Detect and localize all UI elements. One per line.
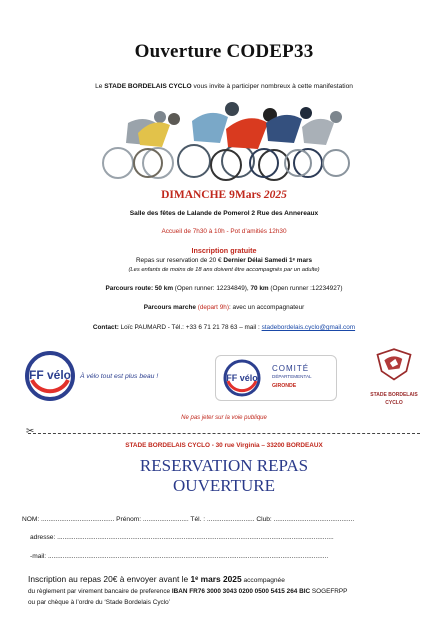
reglement-bic: SOGEFRPP bbox=[310, 588, 348, 595]
scissors-icon: ✂ bbox=[26, 426, 35, 437]
comite-line1: COMITÉ bbox=[272, 364, 310, 373]
sbc-emblem-icon bbox=[372, 345, 416, 385]
inscription-repas bbox=[28, 574, 285, 584]
contact bbox=[0, 324, 448, 331]
comite-line3: GIRONDE bbox=[272, 383, 297, 389]
parcours-marche bbox=[0, 304, 448, 311]
invite-prefix: Le bbox=[95, 83, 105, 90]
page-title: Ouverture CODEP33 bbox=[134, 41, 314, 62]
enfants-note: (Les enfants de moins de 18 ans doivent être accompagnés par un adulte) bbox=[128, 267, 320, 273]
parcours-route-runner2: (Open runner :12234927) bbox=[268, 285, 343, 292]
reglement-iban: IBAN FR76 3000 3043 0200 0500 5415 264 BIC bbox=[171, 588, 311, 595]
inscription-repas-suffix: accompagnée bbox=[241, 577, 285, 584]
ff-velo-logo-text: FF vélo bbox=[28, 368, 72, 382]
parcours-route-70km: 70 km bbox=[250, 285, 269, 292]
inscription-gratuite: Inscription gratuite bbox=[191, 246, 257, 255]
ff-velo-slogan: À vélo tout est plus beau ! bbox=[80, 373, 159, 380]
contact-email-link[interactable]: stadebordelais.cyclo@gmail.com bbox=[261, 324, 356, 331]
reservation-title-line2: OUVERTURE bbox=[173, 476, 275, 495]
sbc-line2: CYCLO bbox=[385, 400, 403, 406]
sbc-line1: STADE BORDELAIS bbox=[370, 392, 418, 398]
parcours-route-label: Parcours route: bbox=[105, 285, 155, 292]
form-mail-line[interactable]: -mail: ......................................................................................................................................................... bbox=[30, 553, 329, 560]
contact-label: Contact: bbox=[92, 324, 121, 331]
invite-suffix: vous invite à participer nombreux à cette manifestation bbox=[191, 83, 353, 90]
parcours-route-runner1: (Open runner: 12234849), bbox=[173, 285, 251, 292]
form-nom-line[interactable]: NOM: ........................................ Prénom: ......................... Tél. : .......................... Club: ............................................ bbox=[22, 516, 355, 523]
inscription-repas-text: Inscription au repas 20€ à envoyer avant le bbox=[28, 574, 191, 584]
parcours-route-50km: 50 km bbox=[154, 285, 173, 292]
reglement-text: du règlement par virement bancaire de preference bbox=[28, 588, 172, 595]
event-date bbox=[0, 189, 448, 201]
parcours-marche-depart: (depart 9h) bbox=[197, 304, 229, 311]
cyclists-illustration bbox=[98, 93, 350, 181]
cut-line bbox=[28, 433, 420, 435]
event-date-day: DIMANCHE 9Mars bbox=[161, 189, 264, 201]
ff-velo-small-logo-text: FF vélo bbox=[226, 373, 258, 383]
contact-text: Loïc PAUMARD - Tél.: +33 6 71 21 78 63 – mail : bbox=[120, 324, 262, 331]
stade-bordelais-cyclo-logo bbox=[362, 345, 426, 413]
ff-velo-logo bbox=[24, 350, 76, 402]
parcours-marche-label: Parcours marche bbox=[143, 304, 198, 311]
repas-info bbox=[0, 257, 448, 264]
comite-line2: DÉPARTEMENTAL bbox=[272, 374, 312, 379]
event-date-year: 2025 bbox=[263, 189, 287, 201]
club-address: STADE BORDELAIS CYCLO - 30 rue Virginia – 33200 BORDEAUX bbox=[125, 442, 323, 449]
inscription-repas-date: 1ᵉ mars 2025 bbox=[190, 574, 242, 584]
cheque-line: ou par chèque à l’ordre du ‘Stade Bordelais Cyclo’ bbox=[28, 599, 171, 606]
ff-velo-small-logo bbox=[222, 358, 262, 398]
form-adresse-line[interactable]: adresse: ....................................................................................................................................................... bbox=[30, 534, 334, 541]
parcours-marche-suffix: : avec un accompagnateur bbox=[228, 304, 305, 311]
parcours-route bbox=[0, 285, 448, 292]
ff-comite-gironde-logo bbox=[215, 355, 337, 401]
ne-pas-jeter: Ne pas jeter sur la voie publique bbox=[181, 415, 267, 421]
repas-text: Repas sur reservation de 20 € bbox=[135, 257, 224, 264]
invite-text bbox=[0, 83, 448, 90]
invite-club: STADE BORDELAIS CYCLO bbox=[104, 83, 192, 90]
repas-delai: Dernier Délai Samedi 1ᵉ mars bbox=[223, 257, 313, 264]
reglement-line bbox=[28, 588, 347, 595]
reservation-title-line1: RESERVATION REPAS bbox=[139, 456, 309, 475]
venue: Salle des fêtes de Lalande de Pomerol 2 Rue des Annereaux bbox=[129, 210, 319, 217]
accueil-hours: Accueil de 7h30 à 10h - Pot d’amitiés 12h30 bbox=[161, 228, 287, 235]
